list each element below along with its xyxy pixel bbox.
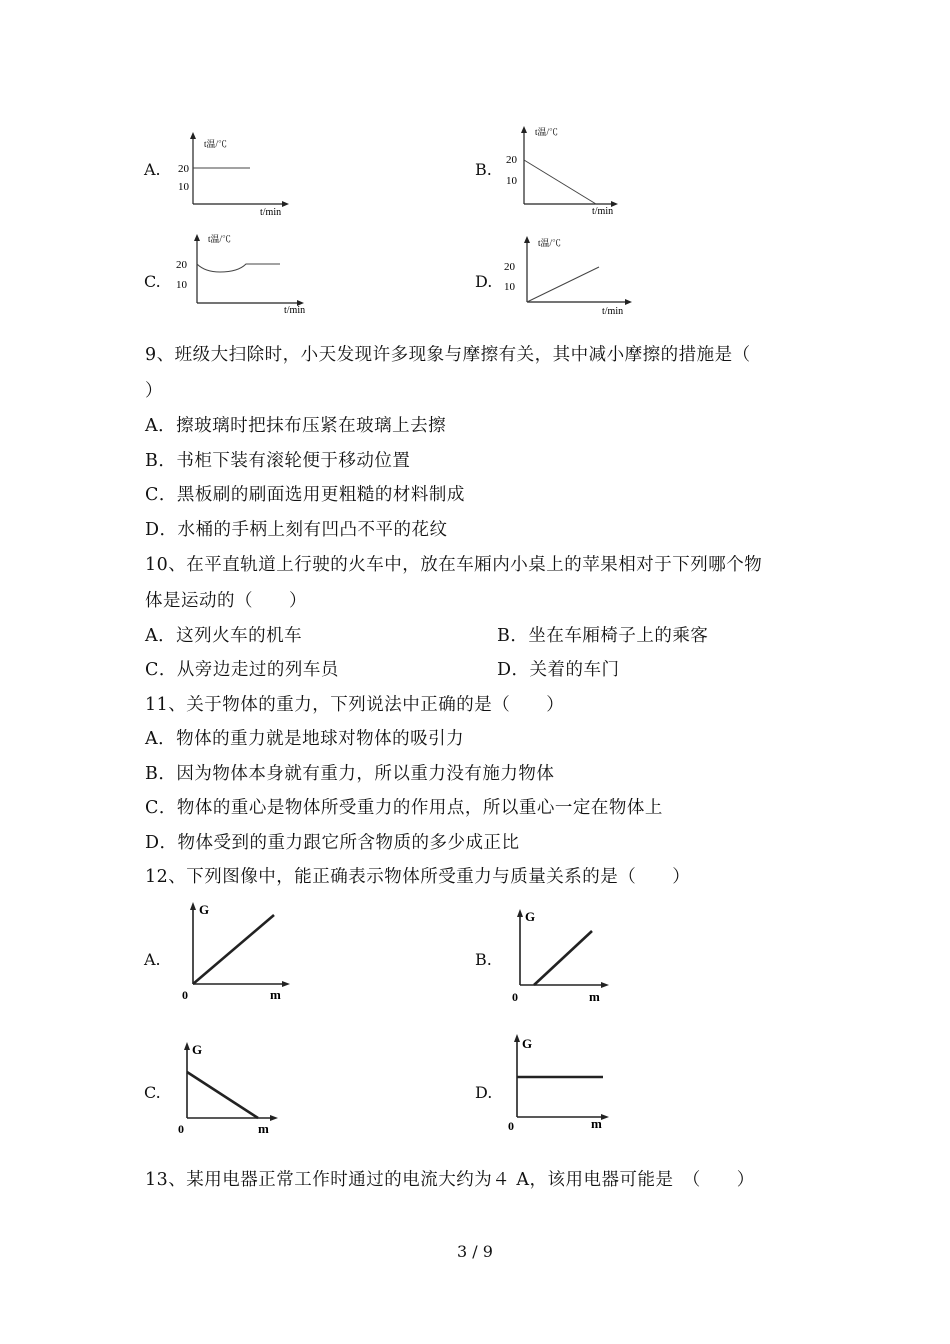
tick-10: 10	[504, 281, 515, 293]
x-axis-arrow	[282, 201, 289, 207]
q10-option-b: B．坐在车厢椅子上的乘客	[497, 626, 709, 646]
graph-line	[534, 931, 592, 985]
q10-stem-line1: 10、在平直轨道上行驶的火车中，放在车厢内小桌上的苹果相对于下列哪个物	[145, 555, 763, 575]
origin-label: 0	[512, 990, 518, 1004]
x-axis-arrow	[625, 299, 632, 305]
graph-line	[197, 264, 280, 272]
q11-option-a: A．物体的重力就是地球对物体的吸引力	[145, 729, 465, 749]
x-axis-arrow	[270, 1115, 278, 1121]
x-axis-arrow	[601, 982, 609, 988]
x-axis-label: t/min	[592, 206, 614, 217]
q8-option-b-label: B.	[475, 160, 492, 179]
q12-graph-c	[172, 1038, 282, 1138]
y-axis-label: G	[192, 1042, 203, 1057]
tick-10: 10	[178, 181, 189, 193]
y-axis-arrow	[190, 902, 196, 910]
q9-option-b: B．书柜下装有滚轮便于移动位置	[145, 451, 411, 471]
x-axis-arrow	[282, 981, 290, 987]
q11-stem: 11、关于物体的重力，下列说法中正确的是（ ）	[145, 695, 565, 715]
q10-stem-line2: 体是运动的（ ）	[145, 591, 307, 611]
origin-label: 0	[508, 1119, 514, 1133]
y-axis-arrow	[194, 234, 200, 241]
x-axis-label: t/min	[602, 306, 624, 317]
tick-20: 20	[504, 261, 515, 273]
q11-option-d: D．物体受到的重力跟它所含物质的多少成正比	[145, 833, 520, 853]
q10-option-d: D．关着的车门	[497, 660, 620, 680]
q12-graph-a	[178, 898, 298, 1003]
q8-option-d-label: D.	[475, 272, 493, 291]
q12-option-a-label: A.	[144, 950, 161, 969]
q10-option-a: A．这列火车的机车	[145, 626, 303, 646]
x-axis-label: t/min	[260, 207, 282, 218]
y-axis-arrow	[190, 132, 196, 139]
tick-20: 20	[506, 154, 517, 166]
y-axis-label: t温/℃	[538, 238, 562, 248]
q12-option-d-label: D.	[475, 1083, 493, 1102]
q8-graph-d	[502, 232, 642, 322]
q8-graph-b	[502, 120, 632, 220]
q8-graph-c	[172, 230, 312, 320]
graph-line	[524, 160, 596, 204]
q12-stem: 12、下列图像中，能正确表示物体所受重力与质量关系的是（ ）	[145, 867, 691, 887]
q12-graph-b	[505, 905, 615, 1005]
tick-20: 20	[176, 259, 187, 271]
y-axis-arrow	[524, 236, 530, 243]
y-axis-arrow	[517, 909, 523, 917]
tick-10: 10	[176, 279, 187, 291]
x-axis-arrow	[601, 1114, 609, 1120]
tick-20: 20	[178, 163, 189, 175]
q9-option-c: C．黑板刷的刷面选用更粗糙的材料制成	[145, 485, 465, 505]
origin-label: 0	[178, 1122, 184, 1136]
q9-stem-line1: 9、班级大扫除时，小天发现许多现象与摩擦有关，其中减小摩擦的措施是（	[145, 345, 751, 365]
q9-option-d: D．水桶的手柄上刻有凹凸不平的花纹	[145, 520, 448, 540]
y-axis-label: t温/℃	[204, 139, 228, 149]
q8-option-c-label: C.	[144, 272, 161, 291]
page-number: 3 / 9	[457, 1242, 493, 1261]
graph-line	[187, 1072, 258, 1118]
q11-option-c: C．物体的重心是物体所受重力的作用点，所以重心一定在物体上	[145, 798, 663, 818]
x-axis-label: m	[589, 989, 600, 1004]
q12-option-b-label: B.	[475, 950, 492, 969]
q8-graph-a	[170, 130, 300, 220]
q12-option-c-label: C.	[144, 1083, 161, 1102]
q11-option-b: B．因为物体本身就有重力，所以重力没有施力物体	[145, 764, 555, 784]
origin-label: 0	[182, 988, 188, 1002]
x-axis-label: m	[591, 1116, 602, 1131]
y-axis-label: t温/℃	[208, 234, 232, 244]
y-axis-arrow	[521, 126, 527, 133]
y-axis-arrow	[184, 1042, 190, 1050]
q8-option-a-label: A.	[144, 160, 161, 179]
y-axis-arrow	[514, 1034, 520, 1042]
q10-option-c: C．从旁边走过的列车员	[145, 660, 339, 680]
tick-10: 10	[506, 175, 517, 187]
x-axis-label: t/min	[284, 305, 306, 316]
graph-line	[527, 267, 599, 302]
y-axis-label: G	[522, 1036, 533, 1051]
y-axis-label: G	[525, 909, 536, 924]
y-axis-label: G	[199, 902, 210, 917]
q13-stem: 13、某用电器正常工作时通过的电流大约为４ A，该用电器可能是 （ ）	[145, 1170, 755, 1190]
q12-graph-d	[503, 1030, 623, 1135]
q9-option-a: A．擦玻璃时把抹布压紧在玻璃上去擦	[145, 416, 447, 436]
graph-line	[193, 915, 274, 984]
x-axis-label: m	[270, 987, 281, 1002]
x-axis-label: m	[258, 1121, 269, 1136]
q9-stem-line2: ）	[145, 381, 163, 401]
y-axis-label: t温/℃	[535, 127, 559, 137]
